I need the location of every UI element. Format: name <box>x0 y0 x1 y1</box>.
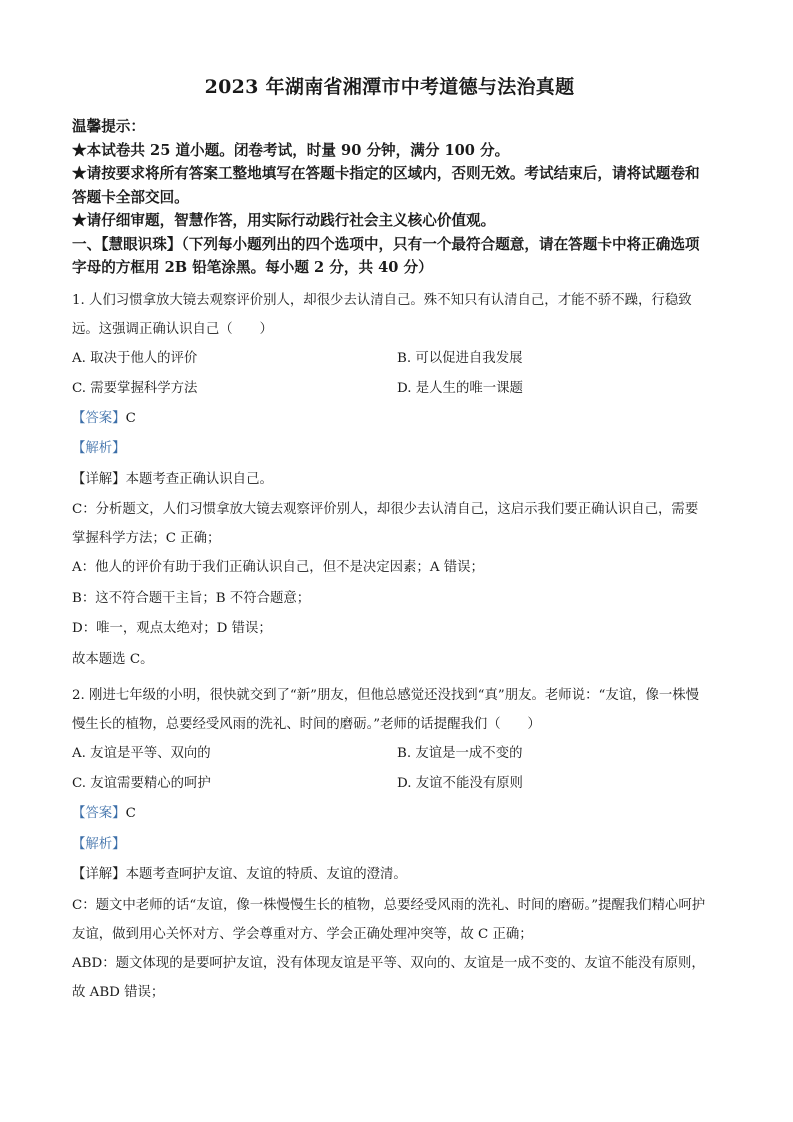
explanation-line: C：题文中老师的话“友谊，像一株慢慢生长的植物，总要经受风雨的洗礼、时间的磨砺。”提醒我们精心呵护友谊，做到用心关怀对方、学会尊重对方、学会正确处理冲突等，故 C 正确； <box>72 897 706 942</box>
explanation-line: C：分析题文，人们习惯拿放大镜去观察评价别人，却很少去认清自己，这启示我们要正确认识自己，需要掌握科学方法；C 正确； <box>72 502 699 546</box>
answer-tag: 【答案】 <box>72 806 126 821</box>
answer-line <box>72 799 707 830</box>
answer-tag: 【答案】 <box>72 410 126 426</box>
tips-line: ★请按要求将所有答案工整地填写在答题卡指定的区域内，否则无效。考试结束后，请将试题卷和答题卡全部交回。 <box>72 165 700 206</box>
explanation-line: D：唯一，观点太绝对；D 错误； <box>72 621 272 636</box>
option-b: B. 可以促进自我发展 <box>397 350 523 366</box>
tips-heading: 温馨提示： <box>72 118 145 135</box>
option-c: C. 友谊需要精心的呵护 <box>72 776 211 791</box>
explanation-line: A：他人的评价有助于我们正确认识自己，但不是决定因素；A 错误； <box>72 560 484 575</box>
question-1-solution <box>72 404 707 676</box>
option-a: A. 友谊是平等、双向的 <box>72 746 211 761</box>
detail-line <box>72 860 707 891</box>
analysis-tag: 【解析】 <box>72 836 126 852</box>
answer-value: C <box>125 806 136 821</box>
option-b: B. 友谊是一成不变的 <box>397 746 523 761</box>
explanation-line: B：这不符合题干主旨；B 不符合题意； <box>72 590 311 606</box>
detail-line <box>72 465 707 496</box>
answer-line <box>72 404 707 435</box>
tips-block <box>72 115 707 233</box>
detail-tag: 【详解】 <box>72 867 126 882</box>
explanation-line: ABD：题文体现的是要呵护友谊，没有体现友谊是平等、双向的、友谊是一成不变的、友谊不能没有原则，故 ABD 错误； <box>72 955 705 1000</box>
question-2-solution <box>72 799 707 1007</box>
explanation-line: 故本题选 C。 <box>72 651 154 667</box>
detail-text: 本题考查正确认识自己。 <box>125 471 273 487</box>
option-d: D. 友谊不能没有原则 <box>397 776 523 791</box>
question-2-stem: 2. 刚进七年级的小明，很快就交到了“新”朋友，但他总感觉还没找到“真”朋友。老师说：“友谊，像一株慢慢生长的植物，总要经受风雨的洗礼、时间的磨砺。”老师的话提醒我们（ ） <box>72 688 700 732</box>
option-d: D. 是人生的唯一课题 <box>397 380 523 396</box>
question-1-options <box>72 344 707 404</box>
analysis-tag: 【解析】 <box>72 441 126 456</box>
section-heading: 一、【慧眼识珠】（下列每小题列出的四个选项中，只有一个最符合题意，请在答题卡中将正确选项字母的方框用 2B 铅笔涂黑。每小题 2 分，共 40 分） <box>72 235 700 276</box>
question-2-options <box>72 739 707 799</box>
tips-line: ★本试卷共 25 道小题。闭卷考试，时量 90 分钟，满分 100 分。 <box>72 141 510 159</box>
question-1-stem: 1. 人们习惯拿放大镜去观察评价别人，却很少去认清自己。殊不知只有认清自己，才能不骄不躁，行稳致远。这强调正确认识自己（ ） <box>72 292 692 337</box>
answer-value: C <box>125 410 136 426</box>
detail-tag: 【详解】 <box>72 471 126 487</box>
option-a: A. 取决于他人的评价 <box>72 350 198 366</box>
page-title: 2023 年湖南省湘潭市中考道德与法治真题 <box>204 76 575 98</box>
option-c: C. 需要掌握科学方法 <box>72 380 198 396</box>
tips-line: ★请仔细审题，智慧作答，用实际行动践行社会主义核心价值观。 <box>72 212 496 229</box>
detail-text: 本题考查呵护友谊、友谊的特质、友谊的澄清。 <box>125 867 407 882</box>
